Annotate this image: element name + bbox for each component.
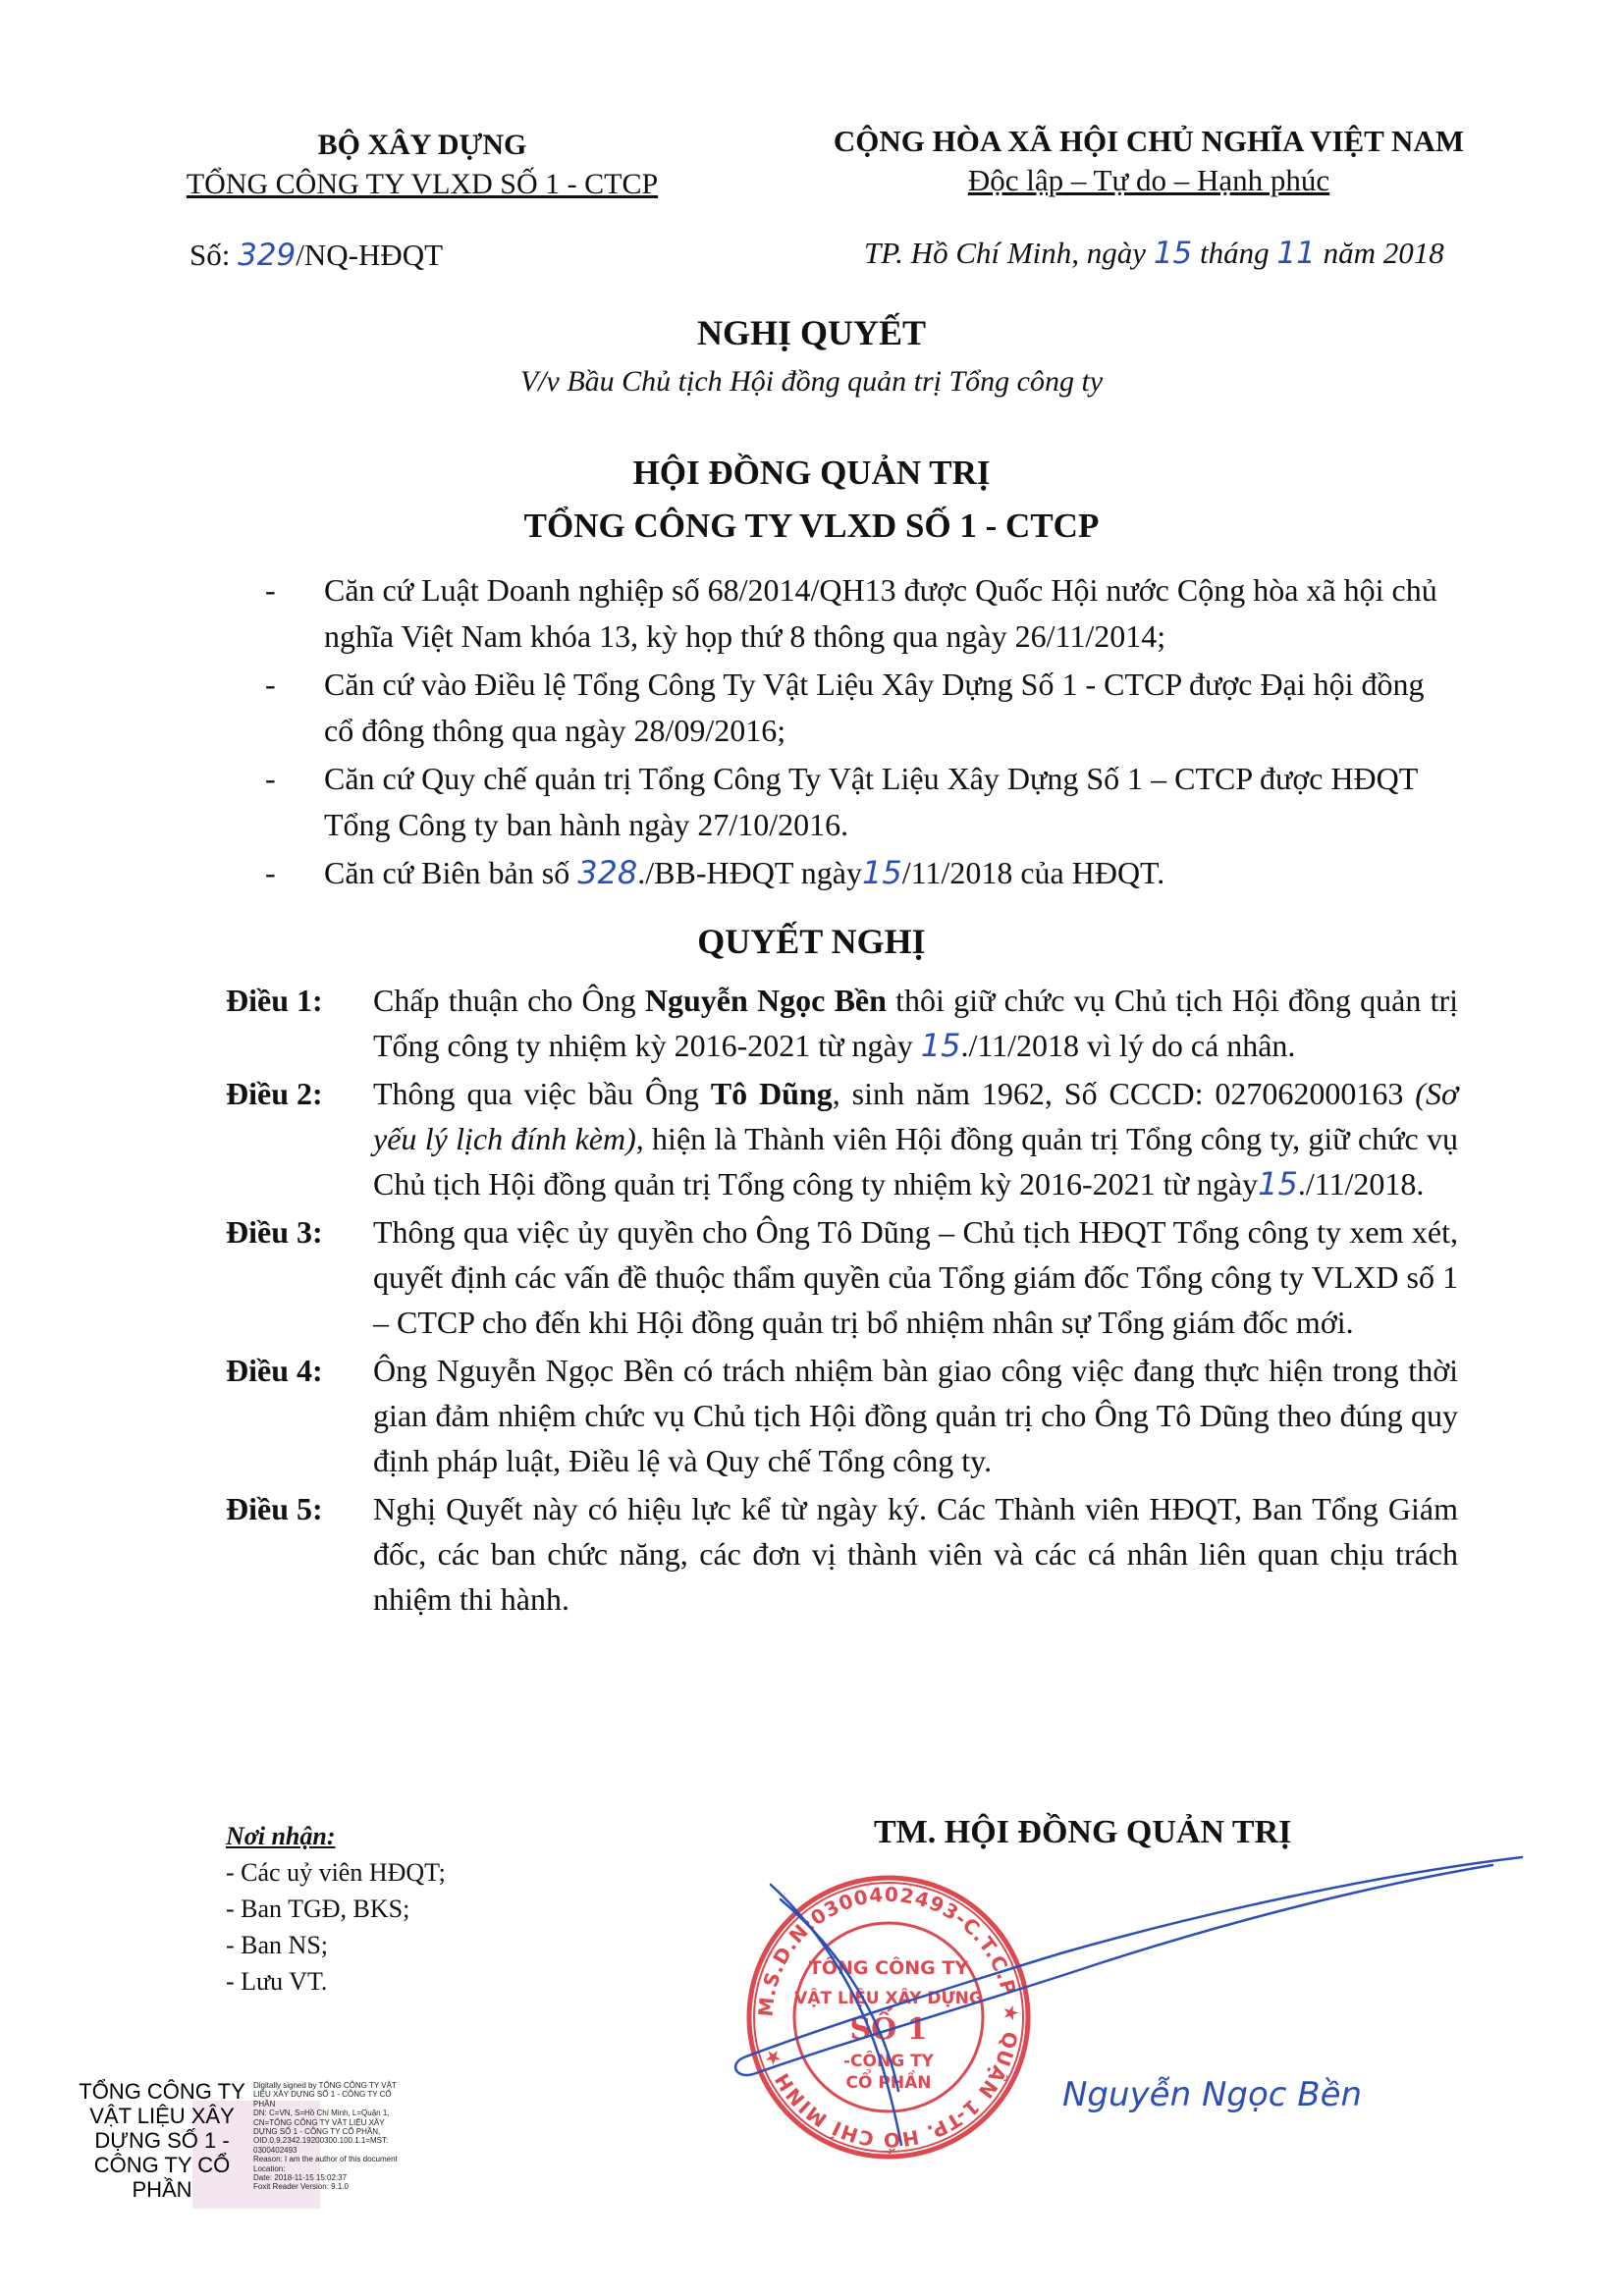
article-label: Điều 3: <box>226 1214 323 1250</box>
article-5: Điều 5: Nghị Quyết này có hiệu lực kể từ ngày ký. Các Thành viên HĐQT, Ban Tổng Giám đốc, các ban chức năng, các đơn vị thành viên và các cá nhân liên quan chịu trách nhiệm thi hành. <box>226 1486 1458 1622</box>
document-title: NGHỊ QUYẾT <box>696 313 927 352</box>
article-4: Điều 4: Ông Nguyễn Ngọc Bền có trách nhiệm bàn giao công việc đang thực hiện trong thời gian đảm nhiệm chức vụ Chủ tịch Hội đồng quản trị cho Ông Tô Dũng theo đúng quy định pháp luật, Điều lệ và Quy chế Tổng công ty. <box>226 1348 1458 1483</box>
list-item: - Ban TGĐ, BKS; <box>226 1895 410 1923</box>
document-subtitle: V/v Bầu Chủ tịch Hội đồng quản trị Tổng công ty <box>519 365 1104 398</box>
signer-name: Nguyễn Ngọc Bền <box>1062 2075 1363 2114</box>
digital-signer-name: TỔNG CÔNG TY VẬT LIỆU XÂY DỰNG SỐ 1 - CÔNG TY CỔ PHẦN <box>79 2079 245 2202</box>
list-item: - Ban NS; <box>226 1931 328 1959</box>
list-item: - Căn cứ Luật Doanh nghiệp số 68/2014/QH13 được Quốc Hội nước Cộng hòa xã hội chủ nghĩa Việt Nam khóa 13, kỳ họp thứ 8 thông qua ngày 26/11/2014; <box>265 572 1437 654</box>
resolution-heading: QUYẾT NGHỊ <box>697 922 926 961</box>
list-item: - Căn cứ Biên bản số 328./BB-HĐQT ngày15/11/2018 của HĐQT. <box>265 854 1165 891</box>
stamp-line: TỔNG CÔNG TY <box>808 1957 969 1979</box>
list-item: - Căn cứ vào Điều lệ Tổng Công Ty Vật Liệu Xây Dựng Số 1 - CTCP được Đại hội đồng cổ đông thông qua ngày 28/09/2016; <box>265 667 1425 748</box>
article-label: Điều 1: <box>226 983 323 1018</box>
legal-bases-list <box>265 567 1458 898</box>
header-right <box>815 122 1483 200</box>
list-item: - Các uỷ viên HĐQT; <box>226 1858 446 1887</box>
article-1: Điều 1: Chấp thuận cho Ông Nguyễn Ngọc Bền thôi giữ chức vụ Chủ tịch Hội đồng quản trị Tổng công ty nhiệm kỳ 2016-2021 từ ngày 15./11/2018 vì lý do cá nhân. <box>226 978 1458 1068</box>
ministry-name: BỘ XÂY DỰNG <box>317 129 527 161</box>
article-label: Điều 2: <box>226 1076 323 1111</box>
stamp-line: CỔ PHẦN <box>845 2073 932 2093</box>
digital-signature-details: Digitally signed by TỔNG CÔNG TY VẬT LIỆU XÂY DỰNG SỐ 1 - CÔNG TY CỔ PHẦN DN: C=VN, S=Hồ Chí Minh, L=Quận 1, CN=TỔNG CÔNG TY VẬT LIỆU XÂY DỰNG SỐ 1 - CÔNG TY CỔ PHẦN, OID.0.9.2342.19200300.100.1.1=MST: 0300402493 Reason: I am the author of this document Location: Date: 2018-11-15 15:02:37 Foxit Reader Version: 9.1.0 <box>253 2081 398 2192</box>
article-2: Điều 2: Thông qua việc bầu Ông Tô Dũng, sinh năm 1962, Số CCCD: 027062000163 (Sơ yếu lý lịch đính kèm), hiện là Thành viên Hội đồng quản trị Tổng công ty, giữ chức vụ Chủ tịch Hội đồng quản trị Tổng công ty nhiệm kỳ 2016-2021 từ ngày15./11/2018. <box>226 1071 1458 1206</box>
company-name: TỔNG CÔNG TY VLXD SỐ 1 - CTCP <box>186 168 659 200</box>
document-number: Số: 329/NQ-HĐQT <box>189 238 444 273</box>
recipients-heading: Nơi nhận: <box>226 1822 336 1850</box>
stamp-line: VẬT LIỆU XÂY DỰNG <box>794 1989 983 2008</box>
handwritten-number: 329 <box>238 238 297 273</box>
board-heading: HỘI ĐỒNG QUẢN TRỊ TỔNG CÔNG TY VLXD SỐ 1 - CTCP <box>523 454 1100 545</box>
article-label: Điều 5: <box>226 1491 323 1526</box>
stamp-line: SỐ 1 <box>849 2012 928 2047</box>
stamp-ring-text: M.S.D.N:0300402493-C.T.C.P ★ QUẬN 1-TP. HỒ CHÍ MINH ★ <box>753 1882 1024 2153</box>
signature-title: TM. HỘI ĐỒNG QUẢN TRỊ <box>874 1814 1292 1850</box>
republic-name: CỘNG HÒA XÃ HỘI CHỦ NGHĨA VIỆT NAM <box>833 124 1465 158</box>
handwritten-month: 11 <box>1276 236 1316 271</box>
recipients-block <box>226 1818 446 2000</box>
article-label: Điều 4: <box>226 1353 323 1388</box>
header-left <box>147 126 697 204</box>
article-3: Điều 3: Thông qua việc ủy quyền cho Ông Tô Dũng – Chủ tịch HĐQT Tổng công ty xem xét, quyết định các vấn đề thuộc thẩm quyền của Tổng giám đốc Tổng công ty VLXD số 1 – CTCP cho đến khi Hội đồng quản trị bổ nhiệm nhân sự Tổng giám đốc mới. <box>226 1209 1458 1345</box>
handwritten-day: 15 <box>1153 236 1193 271</box>
list-item: - Căn cứ Quy chế quản trị Tổng Công Ty Vật Liệu Xây Dựng Số 1 – CTCP được HĐQT Tổng Công ty ban hành ngày 27/10/2016. <box>265 761 1418 842</box>
list-item: - Lưu VT. <box>226 1967 328 1996</box>
document-place-date: TP. Hồ Chí Minh, ngày 15 tháng 11 năm 2018 <box>864 236 1444 271</box>
national-motto: Độc lập – Tự do – Hạnh phúc <box>967 163 1330 197</box>
stamp-line: -CÔNG TY <box>843 2052 934 2071</box>
articles-list <box>226 978 1458 1625</box>
